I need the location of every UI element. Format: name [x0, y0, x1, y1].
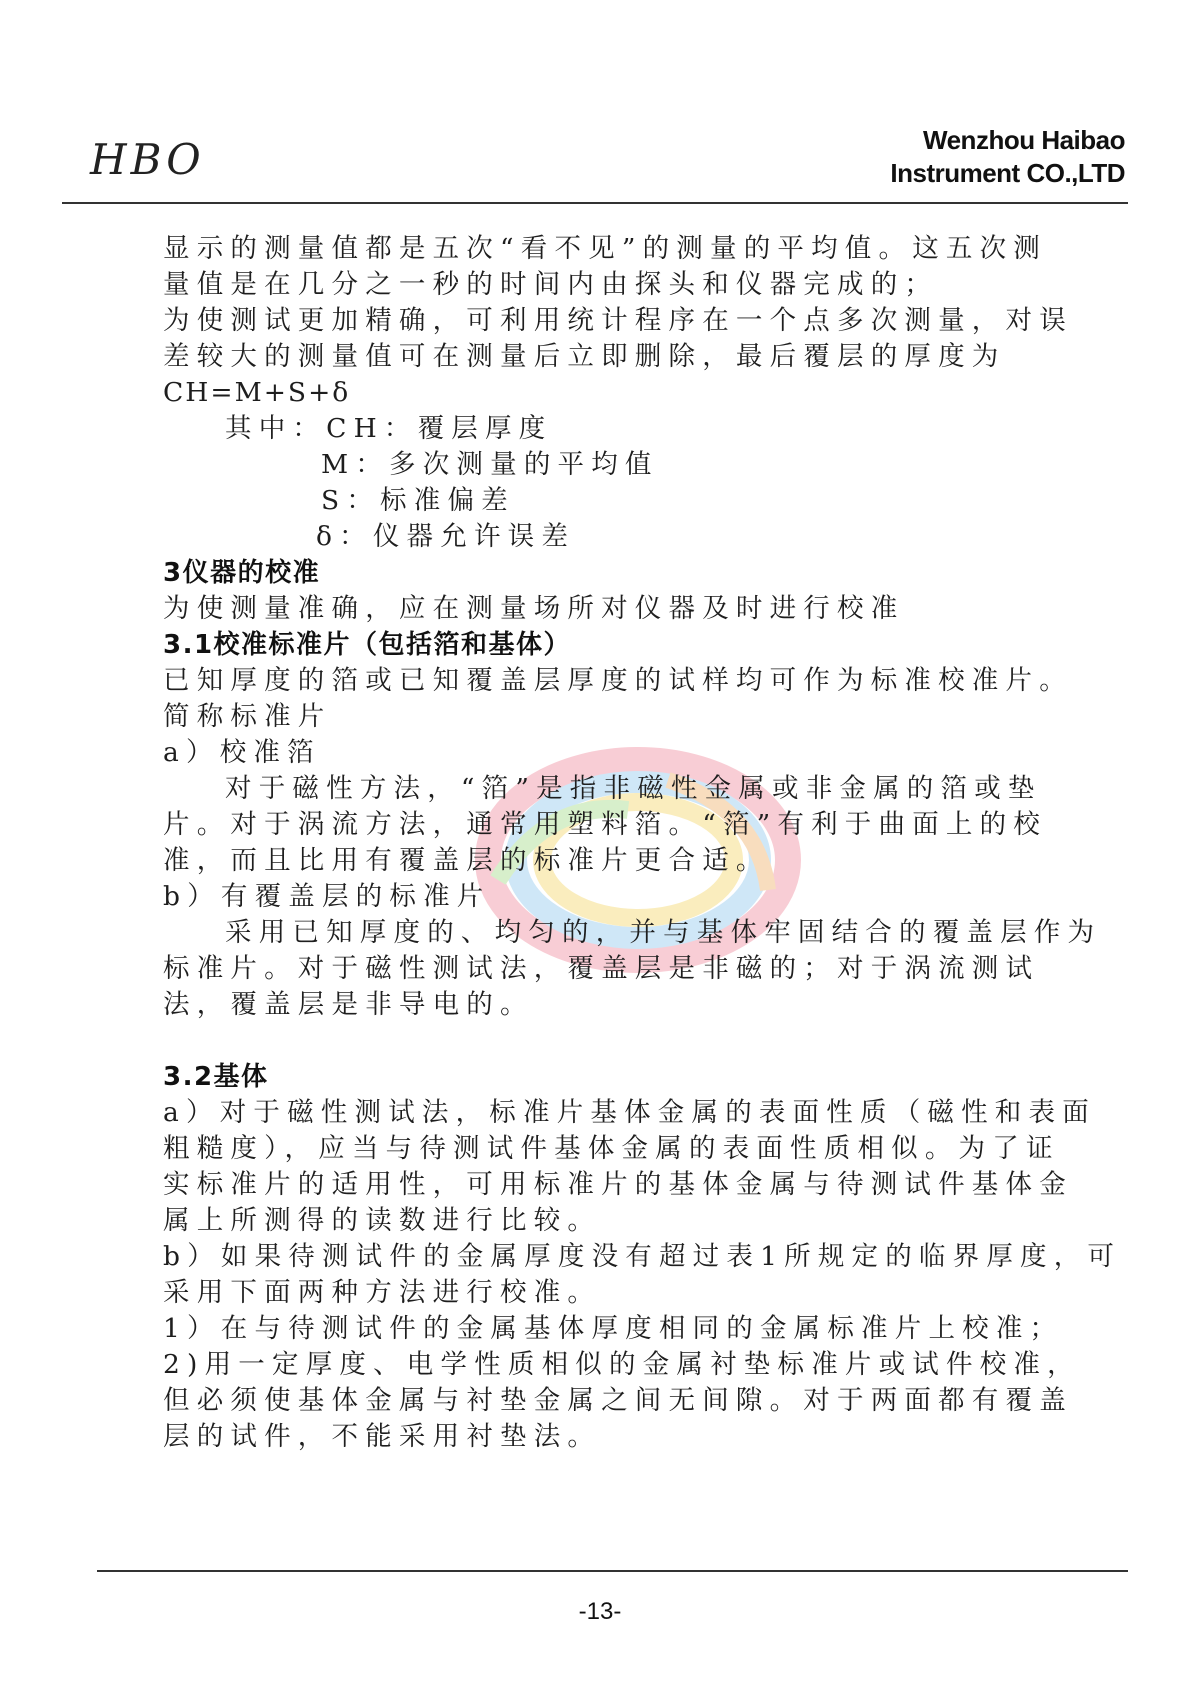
text-line: 差较大的测量值可在测量后立即删除，最后覆层的厚度为: [163, 341, 1006, 372]
text-line: 法，覆盖层是非导电的。: [163, 989, 534, 1020]
text-line: 层的试件，不能采用衬垫法。: [163, 1421, 602, 1452]
company-name-line1: Wenzhou Haibao: [923, 125, 1125, 155]
text-line: 显示的测量值都是五次“看不见”的测量的平均值。这五次测: [163, 233, 1047, 264]
list-item-a: a）校准箔: [163, 737, 321, 768]
text-line: 但必须使基体金属与衬垫金属之间无间隙。对于两面都有覆盖: [163, 1385, 1073, 1416]
definition-m: M：多次测量的平均值: [321, 449, 659, 480]
text-line: 采用下面两种方法进行校准。: [163, 1277, 602, 1308]
text-line: 已知厚度的箔或已知覆盖层厚度的试样均可作为标准校准片。: [163, 665, 1073, 696]
text-line: 粗糙度），应当与待测试件基体金属的表面性质相似。为了证: [163, 1133, 1060, 1164]
page-number: -13-: [578, 1598, 622, 1625]
text-line: 准，而且比用有覆盖层的标准片更合适。: [163, 845, 770, 876]
text-line: b）如果待测试件的金属厚度没有超过表1所规定的临界厚度，可: [163, 1241, 1122, 1272]
header-divider: [62, 202, 1128, 204]
list-item-1: 1）在与待测试件的金属基体厚度相同的金属标准片上校准；: [163, 1313, 1064, 1344]
text-line: 标准片。对于磁性测试法，覆盖层是非磁的；对于涡流测试: [163, 953, 1040, 984]
text-line: 对于磁性方法，“箔”是指非磁性金属或非金属的箔或垫: [225, 773, 1042, 804]
section-heading-3-2: 3.2基体: [163, 1062, 269, 1092]
company-logo: HBO: [90, 135, 205, 184]
footer-divider: [97, 1570, 1128, 1572]
text-line: 量值是在几分之一秒的时间内由探头和仪器完成的；: [163, 269, 939, 300]
text-line: 为使测量准确，应在测量场所对仪器及时进行校准: [163, 593, 905, 624]
text-line: 实标准片的适用性，可用标准片的基体金属与待测试件基体金: [163, 1169, 1073, 1200]
list-item-b: b）有覆盖层的标准片: [163, 881, 491, 912]
company-name-line2: Instrument CO.,LTD: [890, 158, 1125, 188]
text-line: a）对于磁性测试法，标准片基体金属的表面性质（磁性和表面: [163, 1097, 1096, 1128]
definition-delta: δ：仪器允许误差: [316, 521, 576, 552]
text-line: 简称标准片: [163, 701, 332, 732]
company-name: [890, 124, 1125, 190]
text-line: 为使测试更加精确，可利用统计程序在一个点多次测量，对误: [163, 305, 1073, 336]
section-heading-3-1: 3.1校准标准片（包括箔和基体）: [163, 630, 572, 660]
text-line: 片。对于涡流方法，通常用塑料箔。“箔”有利于曲面上的校: [163, 809, 1047, 840]
text-line: 采用已知厚度的、均匀的，并与基体牢固结合的覆盖层作为: [225, 917, 1102, 948]
text-line: 属上所测得的读数进行比较。: [163, 1205, 602, 1236]
definition-s: S：标准偏差: [321, 485, 515, 516]
definition-ch: 其中：CH：覆层厚度: [225, 413, 553, 444]
section-heading-3: 3仪器的校准: [163, 558, 321, 588]
list-item-2: 2)用一定厚度、电学性质相似的金属衬垫标准片或试件校准，: [163, 1349, 1081, 1380]
formula: CH=M+S+δ: [163, 377, 351, 408]
